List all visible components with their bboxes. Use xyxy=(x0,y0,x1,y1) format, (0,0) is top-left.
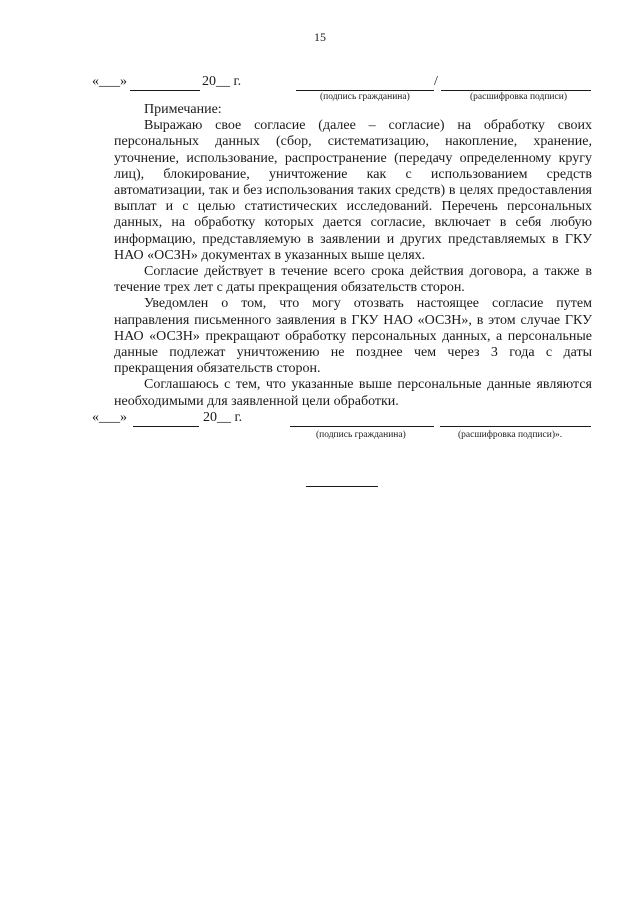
date-day-placeholder: «___» xyxy=(92,410,127,425)
caption-decoding: (расшифровка подписи)». xyxy=(458,430,563,440)
signature-block-first xyxy=(0,74,640,104)
date-year-placeholder: 20__ г. xyxy=(202,74,242,89)
note-paragraph-agreement: Соглашаюсь с тем, что указанные выше персональные данные являются необходимыми для заявленной цели обработки. xyxy=(114,377,592,409)
end-of-document-rule xyxy=(306,486,378,487)
date-month-line xyxy=(133,426,199,427)
signature-line xyxy=(296,90,434,91)
note-heading: Примечание: xyxy=(144,102,222,117)
date-month-line xyxy=(130,90,200,91)
date-day-placeholder: «___» xyxy=(92,74,127,89)
note-paragraph-consent: Выражаю свое согласие (далее – согласие) на обработку своих персональных данных (сбор, систематизацию, накопление, хранение, уточнение, использование, распространение (передачу определенному кругу лиц), блокирование, уничтожение как с использованием средств автоматизации, так и без использования таких средств) в целях предоставления выплат и с целью статистических исследований. Перечень персональных данных, на обработку которых дается согласие, включает в себя любую информацию, представляемую в заявлении и других представляемых в ГКУ НАО «ОСЗН» документах в указанных выше целях. xyxy=(114,118,592,263)
signature-line xyxy=(290,426,434,427)
signature-separator: / xyxy=(434,74,438,89)
caption-decoding: (расшифровка подписи) xyxy=(470,92,567,102)
note-paragraph-revocation: Уведомлен о том, что могу отозвать настоящее согласие путем направления письменного заявления в ГКУ НАО «ОСЗН», в этом случае ГКУ НАО «ОСЗН» прекращают обработку персональных данных, а персональные данные подлежат уничтожению не позднее чем через 3 года с даты прекращения обязательств сторон. xyxy=(114,296,592,377)
date-year-placeholder: 20__ г. xyxy=(203,410,243,425)
signature-decoding-line xyxy=(441,90,591,91)
signature-block-second xyxy=(0,410,640,440)
caption-signature: (подпись гражданина) xyxy=(320,92,410,102)
signature-decoding-line xyxy=(440,426,591,427)
consent-note xyxy=(114,102,592,410)
note-paragraph-duration: Согласие действует в течение всего срока действия договора, а также в течение трех лет с даты прекращения обязательств сторон. xyxy=(114,264,592,296)
page-number: 15 xyxy=(314,30,326,44)
caption-signature: (подпись гражданина) xyxy=(316,430,406,440)
